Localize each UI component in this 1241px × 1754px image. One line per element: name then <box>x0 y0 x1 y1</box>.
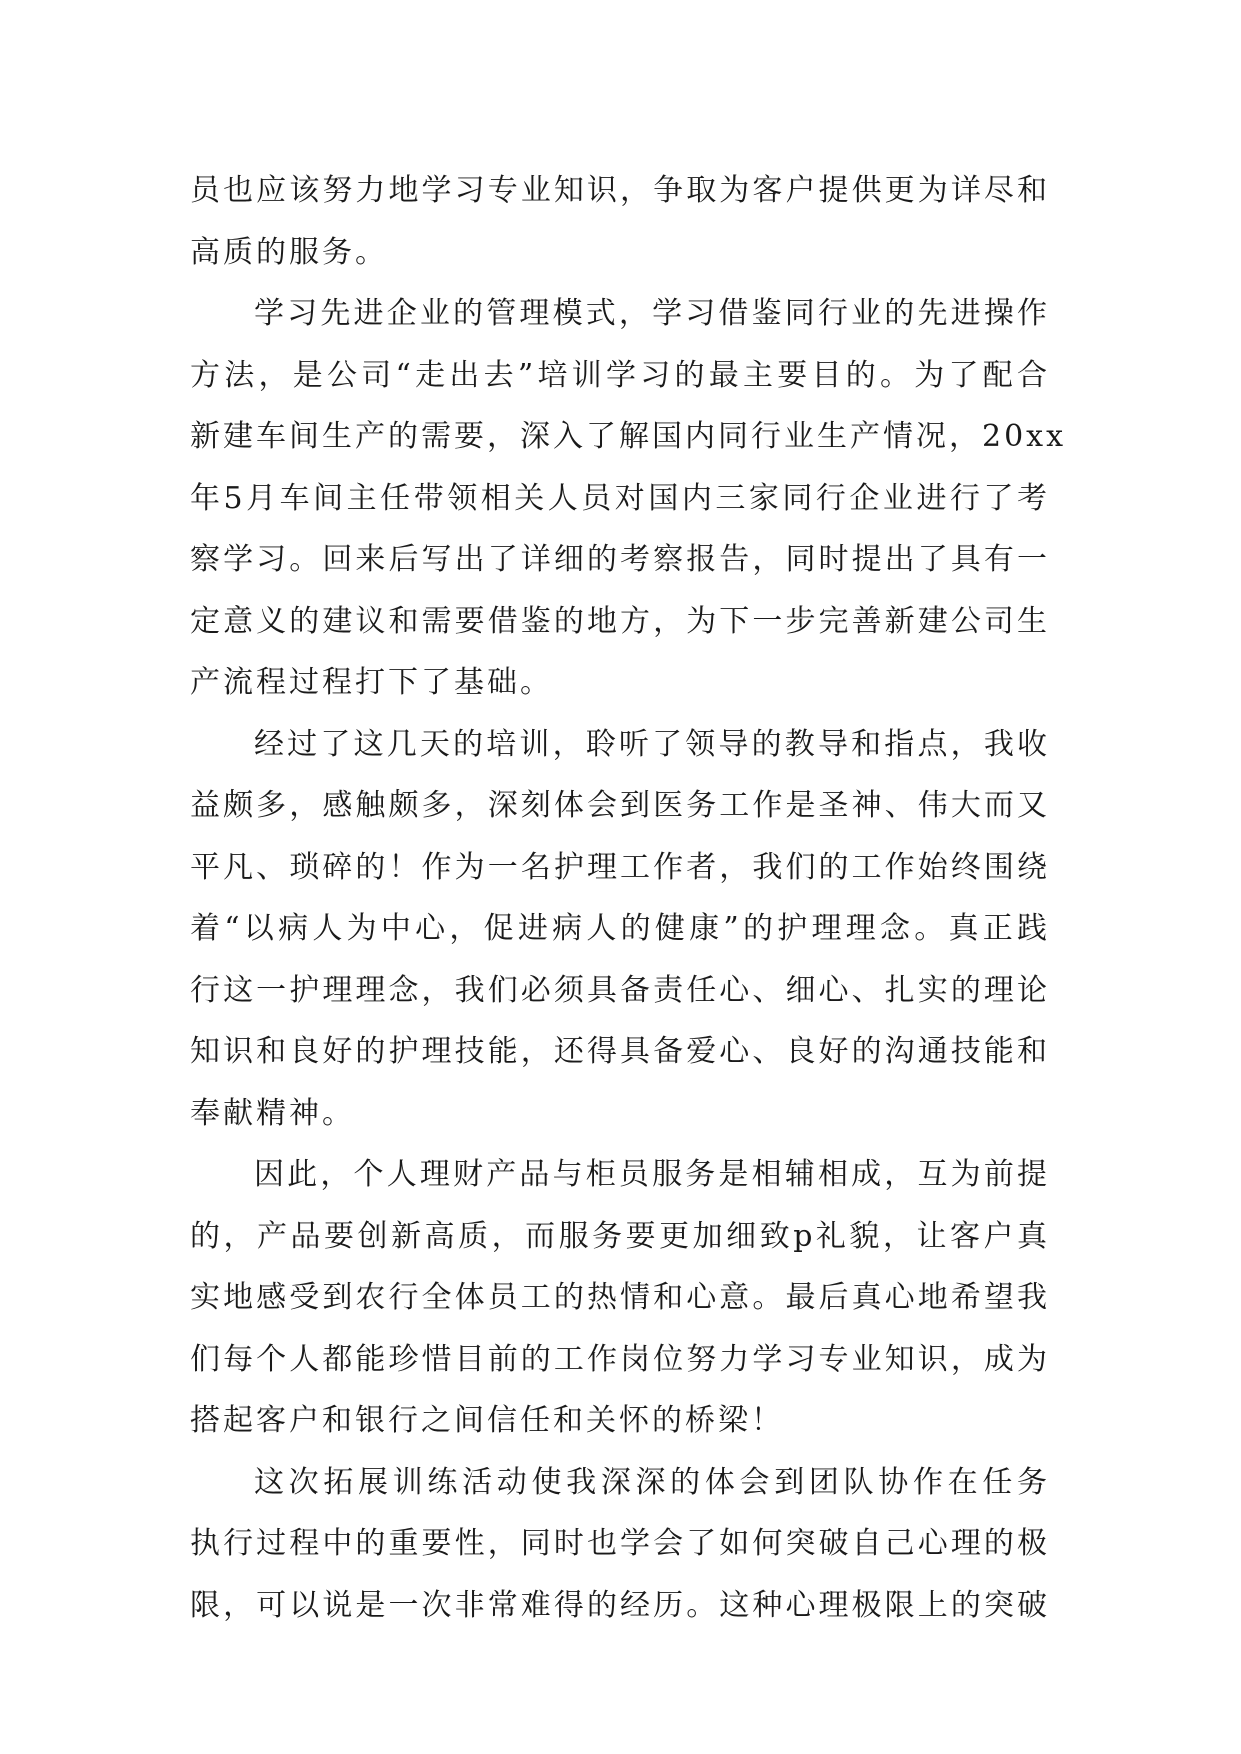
text-line: 产流程过程打下了基础。 <box>190 665 553 700</box>
paragraph <box>190 160 1050 283</box>
text-line: 实地感受到农行全体员工的热情和心意。最后真心地希望我 <box>190 1280 1050 1315</box>
text-line: 察学习。回来后写出了详细的考察报告，同时提出了具有一 <box>190 542 1050 577</box>
text-line: 高质的服务。 <box>190 234 388 270</box>
text-line: 因此，个人理财产品与柜员服务是相辅相成，互为前提 <box>254 1157 1050 1192</box>
document-body <box>190 160 1067 1636</box>
text-line: 平凡、琐碎的！作为一名护理工作者，我们的工作始终围绕 <box>190 849 1050 885</box>
text-line: 知识和良好的护理技能，还得具备爱心、良好的沟通技能和 <box>190 1034 1050 1069</box>
paragraph <box>190 283 1067 714</box>
text-line: 行这一护理理念，我们必须具备责任心、细心、扎实的理论 <box>190 972 1050 1008</box>
paragraph <box>190 1144 1050 1452</box>
text-line: 员也应该努力地学习专业知识，争取为客户提供更为详尽和 <box>190 173 1050 208</box>
text-line: 奉献精神。 <box>190 1095 355 1131</box>
text-line: 定意义的建议和需要借鉴的地方，为下一步完善新建公司生 <box>190 603 1050 639</box>
text-line: 们每个人都能珍惜目前的工作岗位努力学习专业知识，成为 <box>190 1341 1050 1377</box>
text-line: 这次拓展训练活动使我深深的体会到团队协作在任务 <box>254 1464 1050 1500</box>
text-line: 经过了这几天的培训，聆听了领导的教导和指点，我收 <box>254 726 1050 762</box>
text-line: 着“以病人为中心，促进病人的健康”的护理理念。真正践 <box>190 911 1050 946</box>
text-line: 学习先进企业的管理模式，学习借鉴同行业的先进操作 <box>254 296 1050 331</box>
text-line: 方法，是公司“走出去”培训学习的最主要目的。为了配合 <box>190 357 1050 393</box>
text-line: 搭起客户和银行之间信任和关怀的桥梁！ <box>190 1403 784 1438</box>
paragraph <box>190 1452 1050 1637</box>
paragraph <box>190 714 1050 1145</box>
text-line: 益颇多，感触颇多，深刻体会到医务工作是圣神、伟大而又 <box>190 788 1050 823</box>
text-line: 新建车间生产的需要，深入了解国内同行业生产情况，20xx <box>190 419 1067 454</box>
text-line: 的，产品要创新高质，而服务要更加细致p礼貌，让客户真 <box>190 1218 1050 1254</box>
text-line: 执行过程中的重要性，同时也学会了如何突破自己心理的极 <box>190 1526 1050 1561</box>
text-line: 限，可以说是一次非常难得的经历。这种心理极限上的突破 <box>190 1587 1050 1623</box>
text-line: 年5月车间主任带领相关人员对国内三家同行企业进行了考 <box>190 480 1050 516</box>
